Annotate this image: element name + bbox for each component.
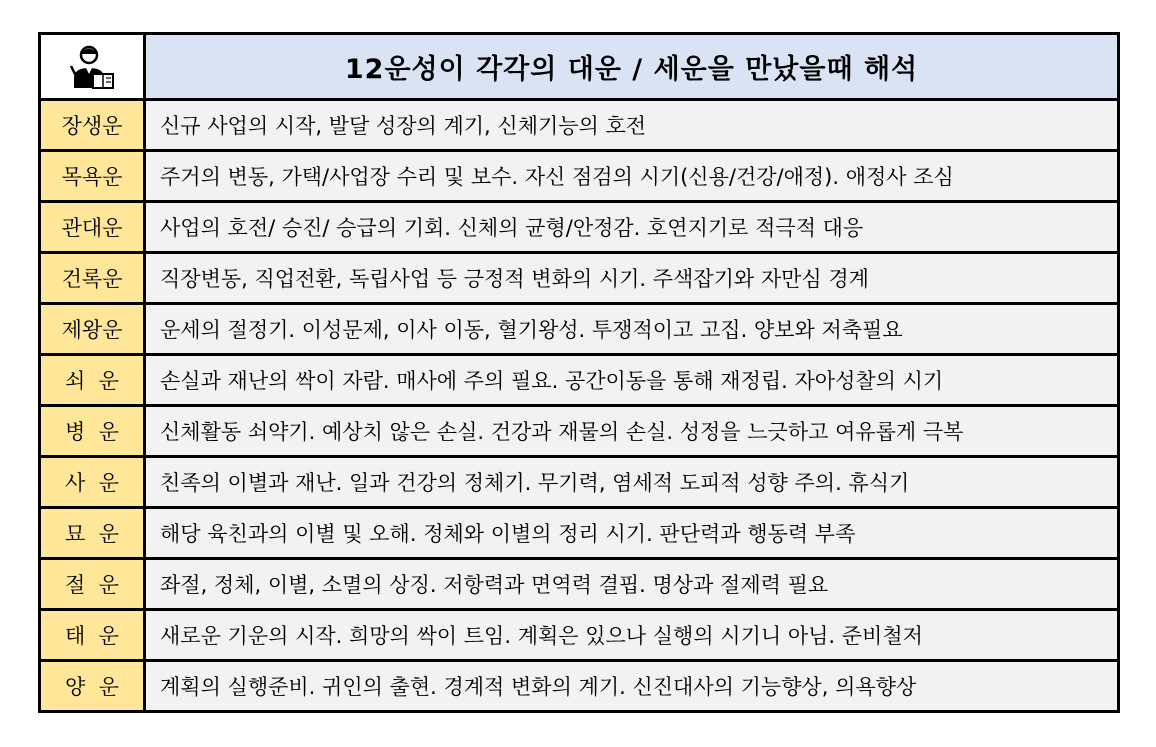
- row-description: 신체활동 쇠약기. 예상치 않은 손실. 건강과 재물의 손실. 성정을 느긋하고 여유롭게 극복: [146, 407, 1117, 455]
- row-label: 양 운: [41, 662, 143, 710]
- row-label: 사 운: [41, 458, 143, 506]
- row-label: 쇠 운: [41, 356, 143, 404]
- row-description: 친족의 이별과 재난. 일과 건강의 정체기. 무기력, 염세적 도피적 성향 주의. 휴식기: [146, 458, 1117, 506]
- teacher-reading-icon: [68, 44, 116, 90]
- row-description: 사업의 호전/ 승진/ 승급의 기회. 신체의 균형/안정감. 호연지기로 적극적 대응: [146, 203, 1117, 251]
- row-description: 손실과 재난의 싹이 자람. 매사에 주의 필요. 공간이동을 통해 재정립. 자아성찰의 시기: [146, 356, 1117, 404]
- row-label: 절 운: [41, 560, 143, 608]
- row-description: 신규 사업의 시작, 발달 성장의 계기, 신체기능의 호전: [146, 101, 1117, 149]
- row-description: 해당 육친과의 이별 및 오해. 정체와 이별의 정리 시기. 판단력과 행동력 부족: [146, 509, 1117, 557]
- row-description: 운세의 절정기. 이성문제, 이사 이동, 혈기왕성. 투쟁적이고 고집. 양보와 저축필요: [146, 305, 1117, 353]
- row-label: 건록운: [41, 254, 143, 302]
- fortune-table: [38, 32, 1120, 713]
- row-description: 주거의 변동, 가택/사업장 수리 및 보수. 자신 점검의 시기(신용/건강/애정). 애정사 조심: [146, 152, 1117, 200]
- row-label: 병 운: [41, 407, 143, 455]
- row-label: 관대운: [41, 203, 143, 251]
- row-description: 직장변동, 직업전환, 독립사업 등 긍정적 변화의 시기. 주색잡기와 자만심 경계: [146, 254, 1117, 302]
- row-description: 좌절, 정체, 이별, 소멸의 상징. 저항력과 면역력 결핍. 명상과 절제력 필요: [146, 560, 1117, 608]
- row-description: 새로운 기운의 시작. 희망의 싹이 트임. 계획은 있으나 실행의 시기니 아님. 준비철저: [146, 611, 1117, 659]
- row-label: 묘 운: [41, 509, 143, 557]
- row-label: 태 운: [41, 611, 143, 659]
- header-icon-cell: [41, 35, 143, 98]
- row-label: 제왕운: [41, 305, 143, 353]
- row-label: 목욕운: [41, 152, 143, 200]
- table-title: 12운성이 각각의 대운 / 세운을 만났을때 해석: [146, 35, 1117, 98]
- row-label: 장생운: [41, 101, 143, 149]
- row-description: 계획의 실행준비. 귀인의 출현. 경계적 변화의 계기. 신진대사의 기능향상, 의욕향상: [146, 662, 1117, 710]
